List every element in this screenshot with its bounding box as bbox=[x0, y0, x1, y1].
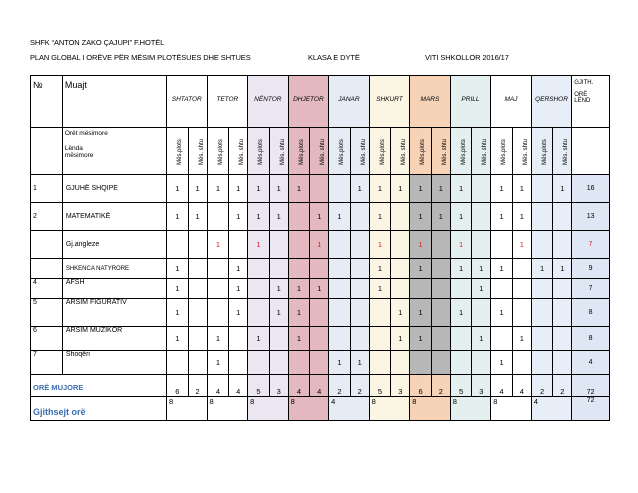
ore-mujore-cell: 5 bbox=[248, 375, 270, 397]
data-cell: 1 bbox=[167, 175, 189, 203]
data-cell bbox=[431, 351, 450, 375]
data-cell: 1 bbox=[369, 231, 391, 259]
sub-header-label: Mës.plots bbox=[460, 138, 467, 165]
sub-header bbox=[512, 128, 531, 175]
month-header: MAJ bbox=[491, 76, 532, 128]
data-cell bbox=[229, 351, 248, 375]
gjithsejt-label: Gjithsejt orë bbox=[31, 397, 167, 421]
sub-header-label: Mës.plots bbox=[338, 138, 345, 165]
sub-header-label: Mës. shtu bbox=[563, 138, 570, 165]
school-year: VITI SHKOLLOR 2016/17 bbox=[425, 53, 509, 62]
row-total: 13 bbox=[572, 203, 610, 231]
blank-cell bbox=[572, 128, 610, 175]
data-cell: 1 bbox=[288, 175, 310, 203]
data-cell bbox=[472, 299, 491, 327]
ore-mujore-cell: 6 bbox=[410, 375, 432, 397]
ore-mujore-cell: 2 bbox=[553, 375, 572, 397]
subject-name: AFSH bbox=[62, 279, 166, 299]
data-cell bbox=[512, 299, 531, 327]
lenda-label: Lënda mësimore bbox=[64, 145, 94, 159]
data-cell: 1 bbox=[410, 175, 432, 203]
data-cell bbox=[472, 351, 491, 375]
data-cell: 1 bbox=[269, 299, 288, 327]
data-cell: 1 bbox=[288, 327, 310, 351]
table-row bbox=[31, 203, 610, 231]
data-cell bbox=[391, 231, 410, 259]
data-cell: 1 bbox=[450, 175, 472, 203]
data-cell: 1 bbox=[288, 279, 310, 299]
sub-header bbox=[472, 128, 491, 175]
class-label: KLASA E DYTË bbox=[308, 53, 360, 62]
data-cell bbox=[472, 231, 491, 259]
subject-name: ARSIM MUZIKOR bbox=[62, 327, 166, 351]
data-cell: 1 bbox=[167, 299, 189, 327]
data-cell: 1 bbox=[410, 231, 432, 259]
row-number bbox=[31, 231, 63, 259]
ore-mujore-cell: 2 bbox=[531, 375, 553, 397]
row-number: 2 bbox=[31, 203, 63, 231]
data-cell bbox=[350, 203, 369, 231]
data-cell bbox=[188, 231, 207, 259]
row-number: 6 bbox=[31, 327, 63, 351]
data-cell bbox=[431, 327, 450, 351]
data-cell bbox=[553, 351, 572, 375]
data-cell: 1 bbox=[472, 279, 491, 299]
data-cell: 1 bbox=[207, 327, 229, 351]
data-cell: 1 bbox=[269, 279, 288, 299]
data-cell: 1 bbox=[248, 327, 270, 351]
ore-mujore-row bbox=[31, 375, 610, 397]
ore-mujore-cell: 3 bbox=[269, 375, 288, 397]
data-cell bbox=[531, 351, 553, 375]
data-cell: 1 bbox=[472, 259, 491, 279]
data-cell: 1 bbox=[229, 175, 248, 203]
data-cell bbox=[329, 299, 351, 327]
data-cell bbox=[553, 299, 572, 327]
data-cell: 1 bbox=[369, 175, 391, 203]
total-header: GJITH. ORË LËND bbox=[572, 76, 610, 128]
data-cell bbox=[531, 175, 553, 203]
sub-header bbox=[531, 128, 553, 175]
month-header: SHKURT bbox=[369, 76, 410, 128]
ore-mujore-cell: 2 bbox=[431, 375, 450, 397]
gjithsejt-cell: 8 bbox=[450, 397, 491, 421]
ore-mujore-cell: 2 bbox=[329, 375, 351, 397]
plan-table bbox=[30, 75, 610, 421]
ore-mujore-cell: 4 bbox=[491, 375, 513, 397]
data-cell bbox=[553, 231, 572, 259]
ore-mujore-cell: 6 bbox=[167, 375, 189, 397]
data-cell bbox=[531, 327, 553, 351]
ore-mujore-label: ORË MUJORE bbox=[31, 375, 167, 397]
data-cell: 1 bbox=[391, 299, 410, 327]
data-cell bbox=[531, 299, 553, 327]
data-cell: 1 bbox=[431, 175, 450, 203]
data-cell bbox=[310, 175, 329, 203]
data-cell bbox=[350, 299, 369, 327]
plan-title: PLAN GLOBAL I ORËVE PËR MËSIM PLOTËSUES DHE SHTUES bbox=[30, 53, 251, 62]
data-cell: 1 bbox=[491, 351, 513, 375]
data-cell bbox=[410, 351, 432, 375]
gjithsejt-cell: 8 bbox=[167, 397, 208, 421]
gjithsejt-total: 72 bbox=[572, 397, 610, 421]
data-cell: 1 bbox=[269, 175, 288, 203]
data-cell bbox=[350, 279, 369, 299]
data-cell bbox=[450, 351, 472, 375]
ore-mujore-cell: 3 bbox=[472, 375, 491, 397]
data-cell bbox=[188, 299, 207, 327]
data-cell bbox=[553, 327, 572, 351]
data-cell: 1 bbox=[229, 299, 248, 327]
data-cell bbox=[531, 231, 553, 259]
data-cell: 1 bbox=[369, 279, 391, 299]
data-cell bbox=[329, 175, 351, 203]
data-cell bbox=[391, 259, 410, 279]
col-no-header: № bbox=[31, 76, 63, 128]
data-cell: 1 bbox=[350, 175, 369, 203]
data-cell: 1 bbox=[391, 327, 410, 351]
row-total: 4 bbox=[572, 351, 610, 375]
sub-header-label: Mës.plots bbox=[379, 138, 386, 165]
month-header: JANAR bbox=[329, 76, 370, 128]
data-cell bbox=[188, 259, 207, 279]
data-cell: 1 bbox=[167, 259, 189, 279]
data-cell bbox=[553, 279, 572, 299]
month-header: NËNTOR bbox=[248, 76, 289, 128]
row-number: 1 bbox=[31, 175, 63, 203]
data-cell bbox=[310, 351, 329, 375]
data-cell: 1 bbox=[167, 327, 189, 351]
data-cell: 1 bbox=[491, 259, 513, 279]
row-number: 4 bbox=[31, 279, 63, 299]
table-row bbox=[31, 231, 610, 259]
data-cell: 1 bbox=[450, 299, 472, 327]
data-cell bbox=[288, 259, 310, 279]
row-total: 8 bbox=[572, 327, 610, 351]
data-cell bbox=[472, 175, 491, 203]
sub-header-label: Mës.plots bbox=[298, 138, 305, 165]
data-cell bbox=[207, 279, 229, 299]
month-header: MARS bbox=[410, 76, 451, 128]
data-cell bbox=[491, 231, 513, 259]
row-number bbox=[31, 259, 63, 279]
gjithsejt-row bbox=[31, 397, 610, 421]
sub-header-label: Mës. shtu bbox=[522, 138, 529, 165]
data-cell: 1 bbox=[167, 203, 189, 231]
sub-header bbox=[288, 128, 310, 175]
data-cell: 1 bbox=[491, 299, 513, 327]
data-cell bbox=[512, 259, 531, 279]
sub-header-label: Mës.plots bbox=[541, 138, 548, 165]
row-total: 8 bbox=[572, 299, 610, 327]
data-cell: 1 bbox=[410, 203, 432, 231]
data-cell bbox=[512, 279, 531, 299]
gjithsejt-cell: 4 bbox=[329, 397, 370, 421]
data-cell bbox=[288, 203, 310, 231]
sub-header-label: Mës.plots bbox=[217, 138, 224, 165]
ore-mujore-cell: 2 bbox=[188, 375, 207, 397]
data-cell: 1 bbox=[188, 175, 207, 203]
data-cell: 1 bbox=[450, 203, 472, 231]
row-total: 9 bbox=[572, 259, 610, 279]
data-cell: 1 bbox=[350, 351, 369, 375]
data-cell: 1 bbox=[310, 203, 329, 231]
data-cell: 1 bbox=[472, 327, 491, 351]
data-cell bbox=[391, 279, 410, 299]
oret-lenda-header bbox=[62, 128, 166, 175]
col-muajt-header: Muajt bbox=[62, 76, 166, 128]
data-cell bbox=[329, 259, 351, 279]
data-cell bbox=[310, 299, 329, 327]
data-cell: 1 bbox=[310, 231, 329, 259]
gjithsejt-cell: 8 bbox=[207, 397, 248, 421]
data-cell bbox=[491, 327, 513, 351]
row-number: 7 bbox=[31, 351, 63, 375]
month-header: QERSHOR bbox=[531, 76, 572, 128]
sub-header-label: Mës. shtu bbox=[198, 138, 205, 165]
data-cell bbox=[229, 327, 248, 351]
data-cell bbox=[188, 327, 207, 351]
sub-header bbox=[369, 128, 391, 175]
data-cell bbox=[310, 327, 329, 351]
data-cell bbox=[310, 259, 329, 279]
data-cell: 1 bbox=[410, 327, 432, 351]
sub-header-label: Mës.plots bbox=[420, 138, 427, 165]
table-row bbox=[31, 259, 610, 279]
data-cell bbox=[188, 351, 207, 375]
data-cell bbox=[269, 259, 288, 279]
gjithsejt-cell: 8 bbox=[248, 397, 289, 421]
data-cell bbox=[248, 299, 270, 327]
row-total: 16 bbox=[572, 175, 610, 203]
sub-header bbox=[167, 128, 189, 175]
sub-header bbox=[188, 128, 207, 175]
month-header: SHTATOR bbox=[167, 76, 208, 128]
data-cell: 1 bbox=[410, 259, 432, 279]
month-header: DHJETOR bbox=[288, 76, 329, 128]
data-cell: 1 bbox=[512, 203, 531, 231]
subheader-row bbox=[31, 128, 610, 175]
data-cell: 1 bbox=[450, 231, 472, 259]
data-cell bbox=[269, 231, 288, 259]
subject-name: MATEMATIKË bbox=[62, 203, 166, 231]
gjithsejt-cell: 8 bbox=[369, 397, 410, 421]
sub-header-label: Mës. shtu bbox=[441, 138, 448, 165]
ore-mujore-cell: 4 bbox=[512, 375, 531, 397]
gjithsejt-cell: 4 bbox=[531, 397, 572, 421]
sub-header-label: Mës. shtu bbox=[239, 138, 246, 165]
ore-mujore-total: 72 bbox=[572, 375, 610, 397]
oret-label: Orët mësimore bbox=[64, 130, 108, 137]
data-cell bbox=[167, 231, 189, 259]
ore-mujore-cell: 4 bbox=[207, 375, 229, 397]
data-cell bbox=[167, 351, 189, 375]
blank-cell bbox=[31, 128, 63, 175]
ore-mujore-cell: 5 bbox=[450, 375, 472, 397]
data-cell: 1 bbox=[288, 299, 310, 327]
data-cell bbox=[369, 351, 391, 375]
data-cell bbox=[207, 259, 229, 279]
sub-header bbox=[207, 128, 229, 175]
sub-header-label: Mës. shtu bbox=[482, 138, 489, 165]
sub-header-label: Mës. shtu bbox=[360, 138, 367, 165]
data-cell: 1 bbox=[553, 259, 572, 279]
month-header: TETOR bbox=[207, 76, 248, 128]
data-cell bbox=[329, 279, 351, 299]
data-cell bbox=[531, 203, 553, 231]
data-cell: 1 bbox=[207, 231, 229, 259]
data-cell bbox=[329, 231, 351, 259]
data-cell bbox=[248, 259, 270, 279]
data-cell: 1 bbox=[248, 175, 270, 203]
row-total: 7 bbox=[572, 279, 610, 299]
data-cell: 1 bbox=[531, 259, 553, 279]
sub-header-label: Mës.plots bbox=[501, 138, 508, 165]
data-cell bbox=[188, 279, 207, 299]
data-cell bbox=[491, 279, 513, 299]
subject-name: GJUHË SHQIPE bbox=[62, 175, 166, 203]
sub-header bbox=[391, 128, 410, 175]
data-cell: 1 bbox=[229, 259, 248, 279]
month-header: PRILL bbox=[450, 76, 491, 128]
data-cell: 1 bbox=[512, 175, 531, 203]
sub-header bbox=[269, 128, 288, 175]
ore-mujore-cell: 5 bbox=[369, 375, 391, 397]
ore-mujore-cell: 4 bbox=[310, 375, 329, 397]
data-cell bbox=[350, 259, 369, 279]
ore-mujore-cell: 4 bbox=[229, 375, 248, 397]
data-cell bbox=[329, 327, 351, 351]
table-row bbox=[31, 279, 610, 299]
data-cell bbox=[369, 299, 391, 327]
gjithsejt-cell: 8 bbox=[288, 397, 329, 421]
sub-header bbox=[450, 128, 472, 175]
data-cell bbox=[288, 351, 310, 375]
sub-header bbox=[310, 128, 329, 175]
data-cell: 1 bbox=[207, 351, 229, 375]
subject-name: Shoqëri bbox=[62, 351, 166, 375]
data-cell bbox=[431, 231, 450, 259]
data-cell: 1 bbox=[553, 175, 572, 203]
data-cell: 1 bbox=[512, 327, 531, 351]
sub-header bbox=[410, 128, 432, 175]
sub-header-label: Mës.plots bbox=[257, 138, 264, 165]
sub-header-label: Mës.plots bbox=[176, 138, 183, 165]
data-cell bbox=[207, 299, 229, 327]
data-cell bbox=[248, 279, 270, 299]
data-cell: 1 bbox=[188, 203, 207, 231]
data-cell bbox=[410, 279, 432, 299]
data-cell bbox=[472, 203, 491, 231]
data-cell: 1 bbox=[431, 203, 450, 231]
data-cell: 1 bbox=[369, 203, 391, 231]
data-cell bbox=[207, 203, 229, 231]
sub-header bbox=[248, 128, 270, 175]
subject-name: Gj.angleze bbox=[62, 231, 166, 259]
data-cell: 1 bbox=[391, 175, 410, 203]
data-cell bbox=[450, 279, 472, 299]
data-cell bbox=[391, 351, 410, 375]
subject-name: SHKENCA NATYRORE bbox=[62, 259, 166, 279]
data-cell bbox=[431, 259, 450, 279]
data-cell bbox=[229, 231, 248, 259]
table-row bbox=[31, 299, 610, 327]
sub-header-label: Mës. shtu bbox=[279, 138, 286, 165]
data-cell bbox=[269, 351, 288, 375]
data-cell: 1 bbox=[310, 279, 329, 299]
data-cell bbox=[350, 327, 369, 351]
data-cell: 1 bbox=[229, 203, 248, 231]
data-cell: 1 bbox=[329, 203, 351, 231]
data-cell bbox=[369, 327, 391, 351]
data-cell: 1 bbox=[369, 259, 391, 279]
data-cell bbox=[269, 327, 288, 351]
plan-header-line bbox=[30, 53, 630, 62]
data-cell: 1 bbox=[410, 299, 432, 327]
ore-mujore-cell: 4 bbox=[288, 375, 310, 397]
data-cell bbox=[450, 327, 472, 351]
data-cell: 1 bbox=[491, 203, 513, 231]
data-cell bbox=[431, 299, 450, 327]
table-row bbox=[31, 351, 610, 375]
data-cell: 1 bbox=[248, 231, 270, 259]
table-row bbox=[31, 327, 610, 351]
sub-header bbox=[350, 128, 369, 175]
sub-header-label: Mës. shtu bbox=[320, 138, 327, 165]
data-cell: 1 bbox=[167, 279, 189, 299]
data-cell: 1 bbox=[491, 175, 513, 203]
data-cell bbox=[512, 351, 531, 375]
data-cell bbox=[553, 203, 572, 231]
data-cell: 1 bbox=[229, 279, 248, 299]
sub-header bbox=[329, 128, 351, 175]
ore-mujore-cell: 3 bbox=[391, 375, 410, 397]
row-number: 5 bbox=[31, 299, 63, 327]
gjithsejt-cell: 8 bbox=[491, 397, 532, 421]
header-row bbox=[31, 76, 610, 128]
school-title: SHFK “ANTON ZAKO ÇAJUPI” F.HOTËL bbox=[30, 38, 165, 47]
data-cell: 1 bbox=[207, 175, 229, 203]
table-row bbox=[31, 175, 610, 203]
sub-header-label: Mës. shtu bbox=[401, 138, 408, 165]
data-cell: 1 bbox=[248, 203, 270, 231]
sub-header bbox=[491, 128, 513, 175]
data-cell: 1 bbox=[329, 351, 351, 375]
data-cell bbox=[531, 279, 553, 299]
data-cell: 1 bbox=[450, 259, 472, 279]
sub-header bbox=[553, 128, 572, 175]
data-cell bbox=[288, 231, 310, 259]
data-cell: 1 bbox=[269, 203, 288, 231]
subject-name: ARSIM FIGURATIV bbox=[62, 299, 166, 327]
row-total: 7 bbox=[572, 231, 610, 259]
ore-mujore-cell: 2 bbox=[350, 375, 369, 397]
sub-header bbox=[431, 128, 450, 175]
gjithsejt-cell: 8 bbox=[410, 397, 451, 421]
data-cell bbox=[248, 351, 270, 375]
data-cell bbox=[431, 279, 450, 299]
sub-header bbox=[229, 128, 248, 175]
data-cell: 1 bbox=[512, 231, 531, 259]
data-cell bbox=[391, 203, 410, 231]
data-cell bbox=[350, 231, 369, 259]
